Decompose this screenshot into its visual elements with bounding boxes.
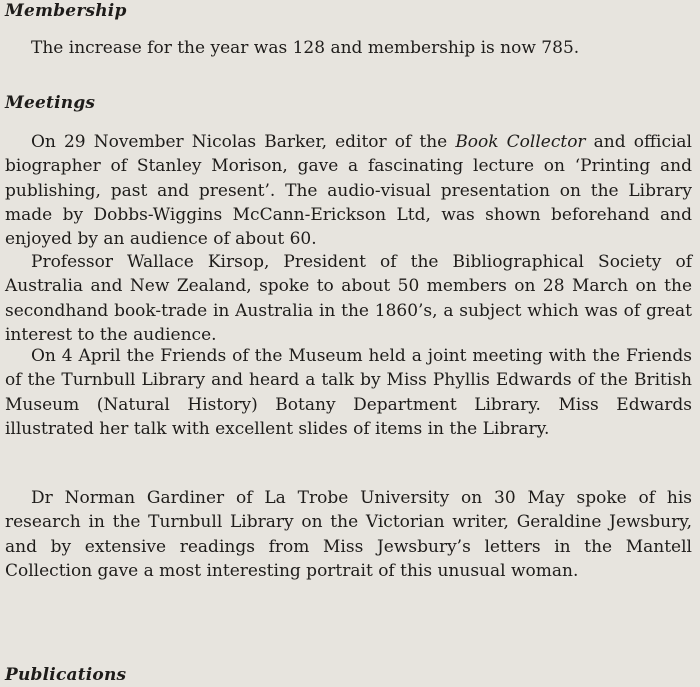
meetings-paragraph-1-before: On 29 November Nicolas Barker, editor of the bbox=[31, 132, 456, 152]
meetings-paragraph-1 bbox=[5, 130, 692, 251]
meetings-paragraph-3: On 4 April the Friends of the Museum held a joint meeting with the Friends of the Turnbull Library and heard a talk by Miss Phyllis Edwards of the British Museum (Natural History) Botany Department Library. Miss Edwards illustrated her talk with excellent slides of items in the Library. bbox=[5, 346, 692, 439]
meetings-paragraph-4: Dr Norman Gardiner of La Trobe University on 30 May spoke of his research in the Turnbull Library on the Victorian writer, Geraldine Jewsbury, and by extensive readings from Miss Jewsbury’s letters in the Mantell Collection gave a most interesting portrait of this unusual woman. bbox=[5, 488, 692, 581]
book-collector-title: Book Collector bbox=[455, 132, 586, 152]
membership-paragraph: The increase for the year was 128 and membership is now 785. bbox=[31, 38, 580, 58]
section-heading-membership: Membership bbox=[5, 1, 127, 21]
section-heading-meetings: Meetings bbox=[5, 93, 96, 113]
meetings-paragraph-1-after: and official biographer of Stanley Morison, gave a fascinating lecture on ‘Printing and publishing, past and present’. The audio-visual presentation on the Library made by Dobbs-Wiggins McCann-Erickson Ltd, was shown beforehand and enjoyed by an audience of about 60. bbox=[5, 132, 692, 250]
section-heading-publications: Publications bbox=[5, 665, 127, 685]
meetings-paragraph-2: Professor Wallace Kirsop, President of the Bibliographical Society of Australia and New Zealand, spoke to about 50 members on 28 March on the secondhand book-trade in Australia in the 1860’s, a subject which was of great interest to the audience. bbox=[5, 252, 692, 345]
